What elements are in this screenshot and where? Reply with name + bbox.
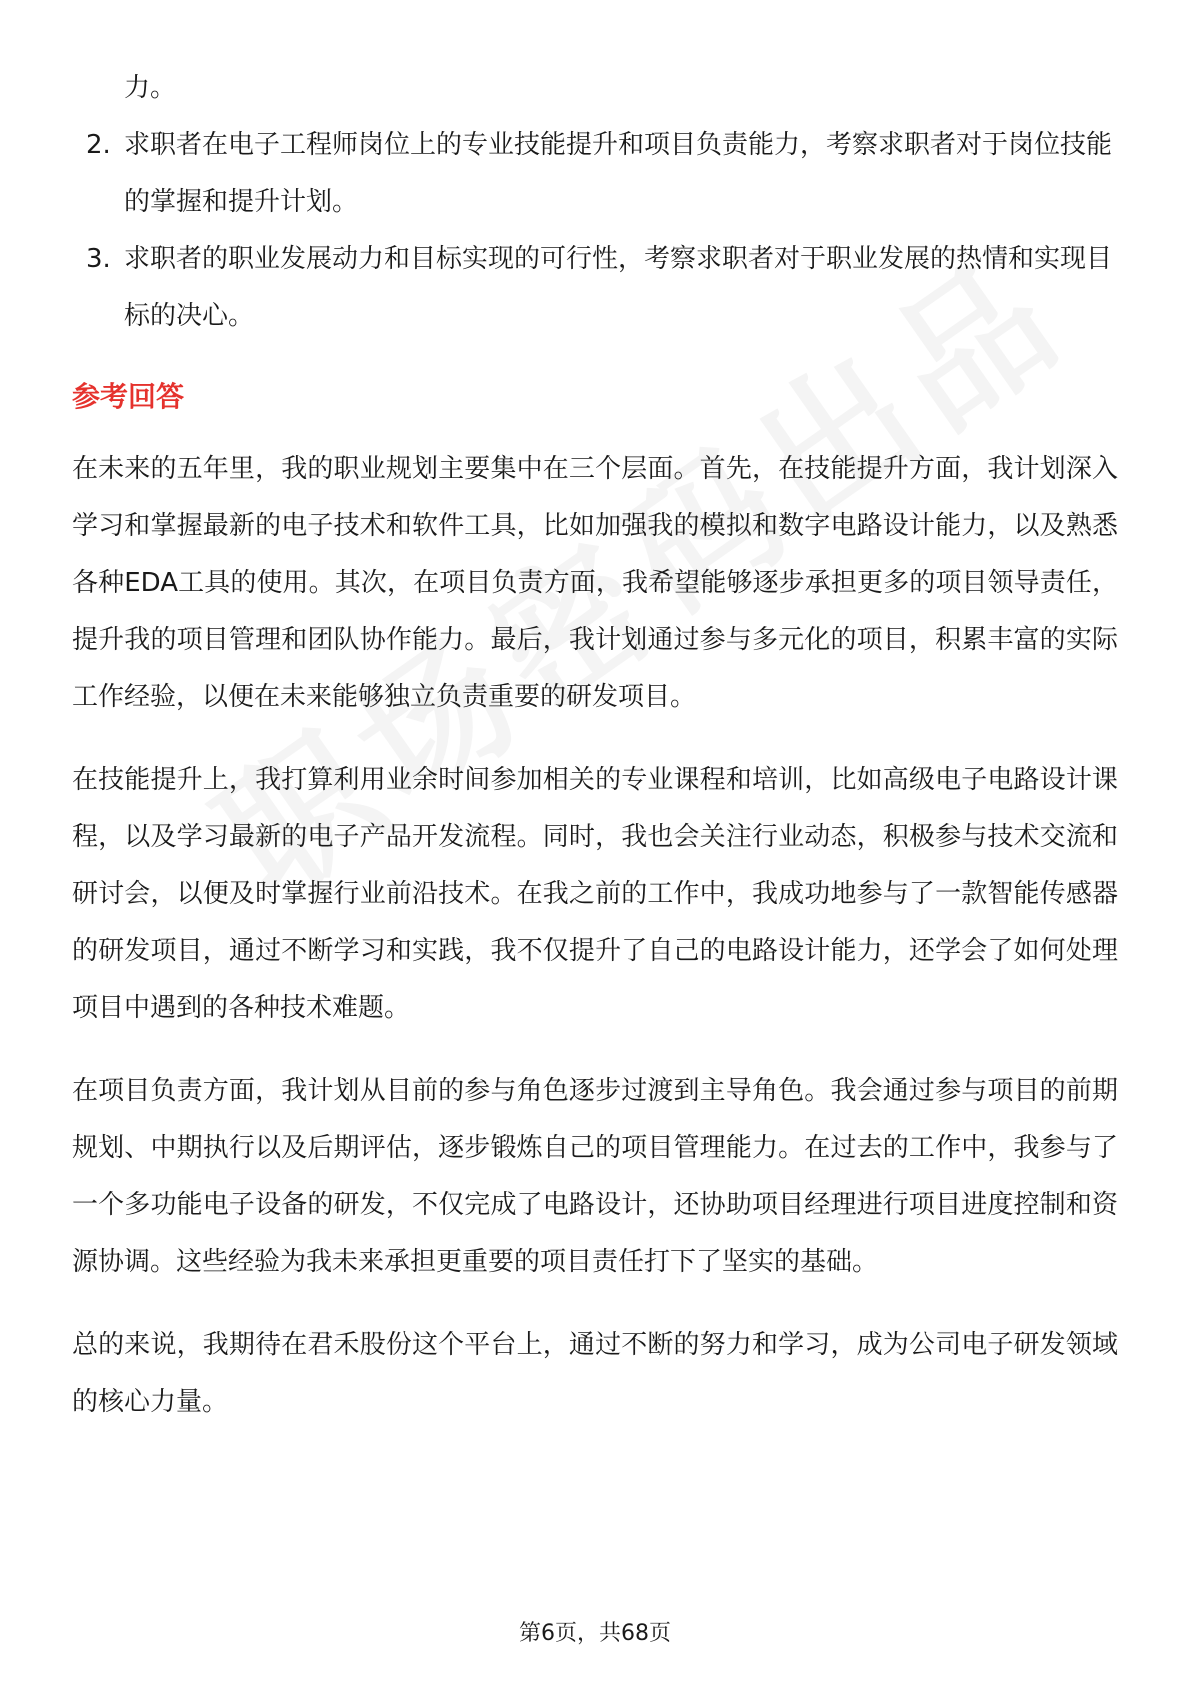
answer-paragraph: 总的来说，我期待在君禾股份这个平台上，通过不断的努力和学习，成为公司电子研发领域的核心力量。: [72, 1330, 1118, 1417]
list-item-number: 2.: [86, 130, 111, 160]
answer-paragraph: 在技能提升上，我打算利用业余时间参加相关的专业课程和培训，比如高级电子电路设计课程，以及学习最新的电子产品开发流程。同时，我也会关注行业动态，积极参与技术交流和研讨会，以便及时掌握行业前沿技术。在我之前的工作中，我成功地参与了一款智能传感器的研发项目，通过不断学习和实践，我不仅提升了自己的电路设计能力，还学会了如何处理项目中遇到的各种技术难题。: [72, 765, 1118, 1023]
list-item: [72, 231, 1118, 345]
list-item-text: 求职者在电子工程师岗位上的专业技能提升和项目负责能力，考察求职者对于岗位技能的掌握和提升计划。: [124, 130, 1113, 217]
page-number-footer: 第6页，共68页: [519, 1621, 671, 1646]
answer-paragraph: 在项目负责方面，我计划从目前的参与角色逐步过渡到主导角色。我会通过参与项目的前期规划、中期执行以及后期评估，逐步锻炼自己的项目管理能力。在过去的工作中，我参与了一个多功能电子设备的研发，不仅完成了电路设计，还协助项目经理进行项目进度控制和资源协调。这些经验为我未来承担更重要的项目责任打下了坚实的基础。: [72, 1076, 1118, 1277]
list-item-text: 求职者的职业发展动力和目标实现的可行性，考察求职者对于职业发展的热情和实现目标的决心。: [124, 244, 1113, 331]
page-content: [72, 60, 1118, 1457]
section-heading-reference-answer: 参考回答: [72, 380, 185, 413]
answer-paragraph: 在未来的五年里，我的职业规划主要集中在三个层面。首先，在技能提升方面，我计划深入学习和掌握最新的电子技术和软件工具，比如加强我的模拟和数字电路设计能力，以及熟悉各种EDA工具的使用。其次，在项目负责方面，我希望能够逐步承担更多的项目领导责任，提升我的项目管理和团队协作能力。最后，我计划通过参与多元化的项目，积累丰富的实际工作经验，以便在未来能够独立负责重要的研发项目。: [72, 454, 1118, 712]
list-item-number: 3.: [86, 244, 111, 274]
list-item: [72, 117, 1118, 231]
list-item-continuation: 力。: [124, 73, 177, 103]
question-points-list: [72, 117, 1118, 345]
